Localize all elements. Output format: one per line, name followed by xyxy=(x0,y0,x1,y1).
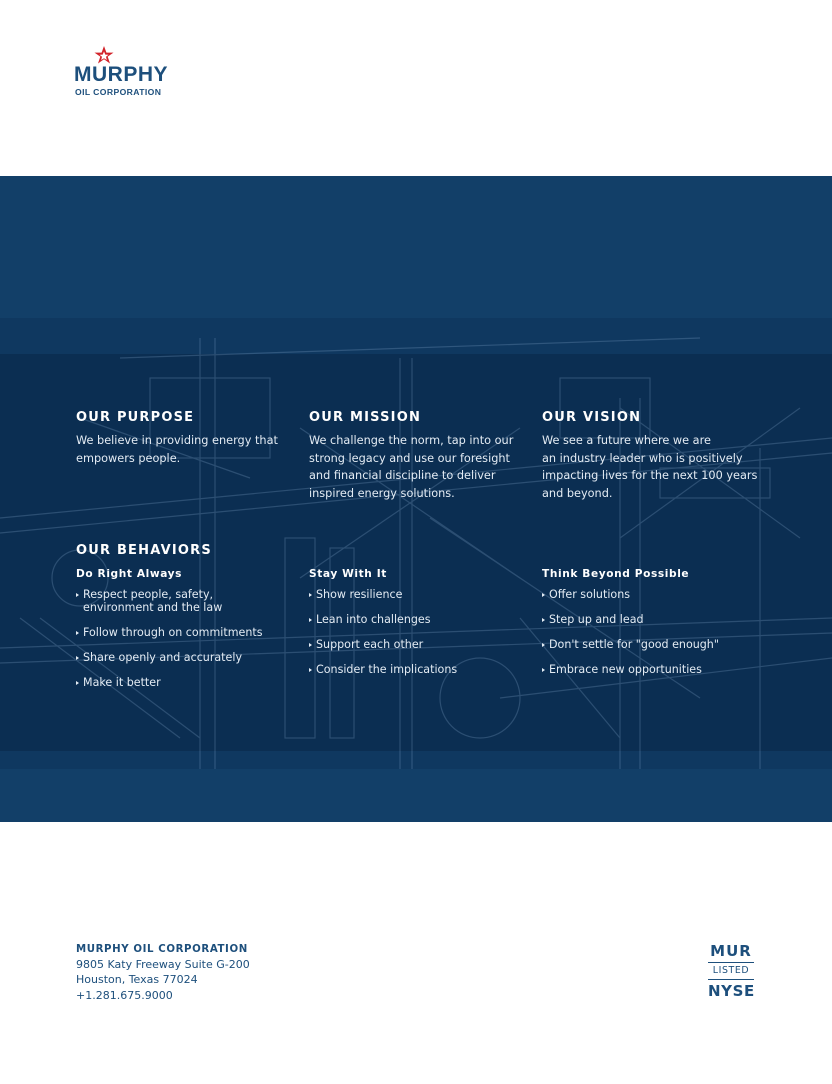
footer-address xyxy=(76,942,250,1003)
behavior-item xyxy=(309,589,529,602)
behavior-list xyxy=(76,589,296,689)
exchange-name: NYSE xyxy=(708,982,755,1000)
vision-line: an industry leader who is positively xyxy=(542,451,743,465)
behavior-item-text: Support each other xyxy=(316,638,424,651)
behaviors-heading: OUR BEHAVIORS xyxy=(76,543,212,558)
behavior-item-text: Don't settle for "good enough" xyxy=(549,638,719,651)
behavior-item xyxy=(542,664,762,677)
behavior-item xyxy=(309,639,529,652)
mission-line: strong legacy and use our foresight xyxy=(309,451,510,465)
behavior-item xyxy=(309,664,529,677)
behavior-item xyxy=(542,614,762,627)
vision-line: impacting lives for the next 100 years xyxy=(542,469,758,483)
behavior-group-title: Stay With It xyxy=(309,568,387,580)
behavior-item-text: Consider the implications xyxy=(316,663,458,676)
behavior-item-text: Share openly and accurately xyxy=(83,650,243,664)
behavior-item xyxy=(309,614,529,627)
purpose-line: We believe in providing energy that xyxy=(76,434,278,447)
behavior-item-text: Show resilience xyxy=(316,588,403,601)
vision-section xyxy=(542,410,774,502)
behavior-item-text: Embrace new opportunities xyxy=(549,663,702,676)
behavior-group-think-beyond-possible xyxy=(542,567,762,689)
behavior-item-text: Step up and lead xyxy=(549,613,644,626)
ticker-symbol: MUR xyxy=(710,942,752,960)
mission-line: We challenge the norm, tap into our xyxy=(309,434,514,447)
behavior-item-text: Lean into challenges xyxy=(316,613,431,626)
purpose-line: empowers people. xyxy=(76,451,181,465)
mission-line: inspired energy solutions. xyxy=(309,486,455,500)
behavior-item-text: Respect people, safety, environment and the law xyxy=(83,588,223,614)
company-logo xyxy=(74,46,184,98)
footer-city-line: Houston, Texas 77024 xyxy=(76,973,198,987)
vision-line: and beyond. xyxy=(542,486,613,500)
listed-label: LISTED xyxy=(708,962,754,980)
behavior-item-text: Make it better xyxy=(83,675,161,689)
purpose-text xyxy=(76,432,296,467)
logo-subtitle: OIL CORPORATION xyxy=(75,87,162,97)
mission-section xyxy=(309,410,529,502)
footer-address-line: 9805 Katy Freeway Suite G-200 xyxy=(76,958,250,972)
footer-company-name: MURPHY OIL CORPORATION xyxy=(76,944,248,955)
purpose-section xyxy=(76,410,296,467)
vision-heading: OUR VISION xyxy=(542,410,642,425)
footer-band xyxy=(0,769,832,822)
behavior-item xyxy=(76,589,296,614)
behavior-list xyxy=(309,589,529,677)
behavior-group-title: Do Right Always xyxy=(76,568,183,580)
mission-line: and financial discipline to deliver xyxy=(309,469,496,483)
behavior-item xyxy=(76,677,296,690)
footer-phone: +1.281.675.9000 xyxy=(76,988,173,1002)
behavior-group-title: Think Beyond Possible xyxy=(542,568,690,580)
behavior-item-text: Offer solutions xyxy=(549,588,630,601)
nyse-listing-badge xyxy=(708,942,754,999)
mission-text xyxy=(309,432,529,502)
behavior-item xyxy=(76,652,296,665)
vision-text xyxy=(542,432,774,502)
logo-brand-text: MURPHY xyxy=(74,63,169,86)
behavior-group-do-right-always xyxy=(76,567,296,702)
behavior-group-stay-with-it xyxy=(309,567,529,689)
behavior-item xyxy=(76,627,296,640)
purpose-heading: OUR PURPOSE xyxy=(76,410,195,425)
behavior-item xyxy=(542,589,762,602)
behavior-item-text: Follow through on commitments xyxy=(83,625,263,639)
mission-heading: OUR MISSION xyxy=(309,410,422,425)
behavior-list xyxy=(542,589,762,677)
header-band xyxy=(0,176,832,318)
behavior-item xyxy=(542,639,762,652)
vision-line: We see a future where we are xyxy=(542,434,711,447)
